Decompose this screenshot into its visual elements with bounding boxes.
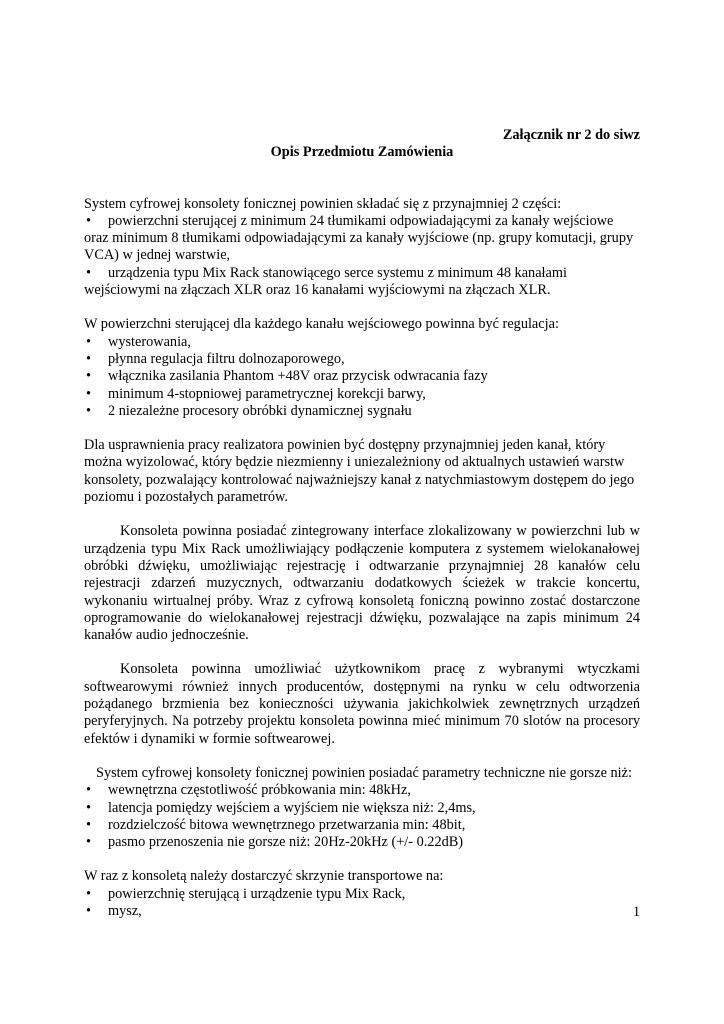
list-item bbox=[84, 213, 640, 265]
list-item: • minimum 4-stopniowej parametrycznej korekcji barwy, bbox=[84, 386, 640, 403]
list-item: • płynna regulacja filtru dolnozaporowego, bbox=[84, 351, 640, 368]
spacer bbox=[84, 420, 640, 437]
page-number: 1 bbox=[632, 904, 640, 920]
realizator-paragraph: Dla usprawnienia pracy realizatora powinien być dostępny przynajmniej jeden kanał, który można wyizolować, który będzie niezmienny i uniezależniony od aktualnych ustawień warstw konsolety, pozwalający kontrolować najważniejszy kanał z natychmiastowym dostępem do jego poziomu i pozostałych parametrów. bbox=[84, 437, 635, 506]
spacer bbox=[84, 644, 640, 661]
spacer bbox=[84, 748, 640, 765]
regulation-intro: W powierzchni sterującej dla każdego kanału wejściowego powinna być regulacja: bbox=[84, 316, 559, 333]
document-title: Opis Przedmiotu Zamówienia bbox=[270, 144, 454, 161]
list-item bbox=[84, 265, 640, 300]
list-item: • włącznika zasilania Phantom +48V oraz przycisk odwracania fazy bbox=[84, 368, 640, 385]
params-intro: System cyfrowej konsolety fonicznej powinien posiadać parametry techniczne nie gorsze niż: bbox=[96, 764, 632, 781]
intro-list bbox=[84, 213, 640, 299]
spacer bbox=[84, 179, 640, 196]
list-item: • pasmo przenoszenia nie gorsze niż: 20Hz-20kHz (+/- 0.22dB) bbox=[84, 834, 640, 851]
spacer bbox=[84, 299, 640, 316]
cases-intro: W raz z konsoletą należy dostarczyć skrzynie transportowe na: bbox=[84, 868, 444, 885]
intro-paragraph: System cyfrowej konsolety fonicznej powinien składać się z przynajmniej 2 części: bbox=[84, 195, 562, 212]
spacer bbox=[84, 851, 640, 868]
spacer bbox=[84, 506, 640, 523]
list-item-text: urządzenia typu Mix Rack stanowiącego serce systemu z minimum 48 kanałami wejściowymi na złączach XLR oraz 16 kanałami wyjściowymi na złączach XLR. bbox=[84, 264, 567, 299]
interface-paragraph: Konsoleta powinna posiadać zintegrowany interface zlokalizowany w powierzchni lub w urządzenia typu Mix Rack umożliwiający podłączenie komputera z systemem wielokanałowej obróbki dźwięku, umożliwiając rejestrację i odtwarzanie przynajmniej 28 kanałów celu rejestracji zdarzeń muzycznych, odtwarzaniu dodatkowych ścieżek w trakcie koncertu, wykonaniu wirtualnej próby. Wraz z cyfrową konsoletą foniczną powinno zostać dostarczone oprogramowanie do wielokanałowej rejestracji dźwięku, pozwalające na zapis minimum 24 kanałów audio jednocześnie. bbox=[84, 523, 640, 644]
regulation-list bbox=[84, 334, 640, 420]
list-item: • latencja pomiędzy wejściem a wyjściem nie większa niż: 2,4ms, bbox=[84, 800, 640, 817]
params-list bbox=[84, 782, 640, 851]
list-item: • wewnętrzna częstotliwość próbkowania min: 48kHz, bbox=[84, 782, 640, 799]
document-page bbox=[84, 127, 640, 920]
list-item-text: powierzchni sterującej z minimum 24 tłumikami odpowiadającymi za kanały wejściowe oraz minimum 8 tłumikami odpowiadającymi za kanały wyjściowe (np. grupy komutacji, grupy VCA) w jednej warstwie, bbox=[84, 212, 634, 264]
annex-label: Załącznik nr 2 do siwz bbox=[502, 127, 640, 143]
list-item: • wysterowania, bbox=[84, 334, 640, 351]
plugins-paragraph: Konsoleta powinna umożliwiać użytkownikom pracę z wybranymi wtyczkami softwearowymi również innych producentów, dostępnymi na rynku w celu odtworzenia pożądanego brzmienia bez konieczności używania jakichkolwiek zewnętrznych urządzeń peryferyjnych. Na potrzeby projektu konsoleta powinna mieć minimum 70 slotów na procesory efektów i dynamiki w formie softwearowej. bbox=[84, 661, 640, 747]
list-item: • rozdzielczość bitowa wewnętrznego przetwarzania min: 48bit, bbox=[84, 817, 640, 834]
list-item: • powierzchnię sterującą i urządzenie typu Mix Rack, bbox=[84, 886, 640, 903]
cases-list bbox=[84, 886, 640, 921]
list-item: • 2 niezależne procesory obróbki dynamicznej sygnału bbox=[84, 403, 640, 420]
list-item: • mysz, bbox=[84, 903, 640, 920]
spacer bbox=[84, 162, 640, 179]
